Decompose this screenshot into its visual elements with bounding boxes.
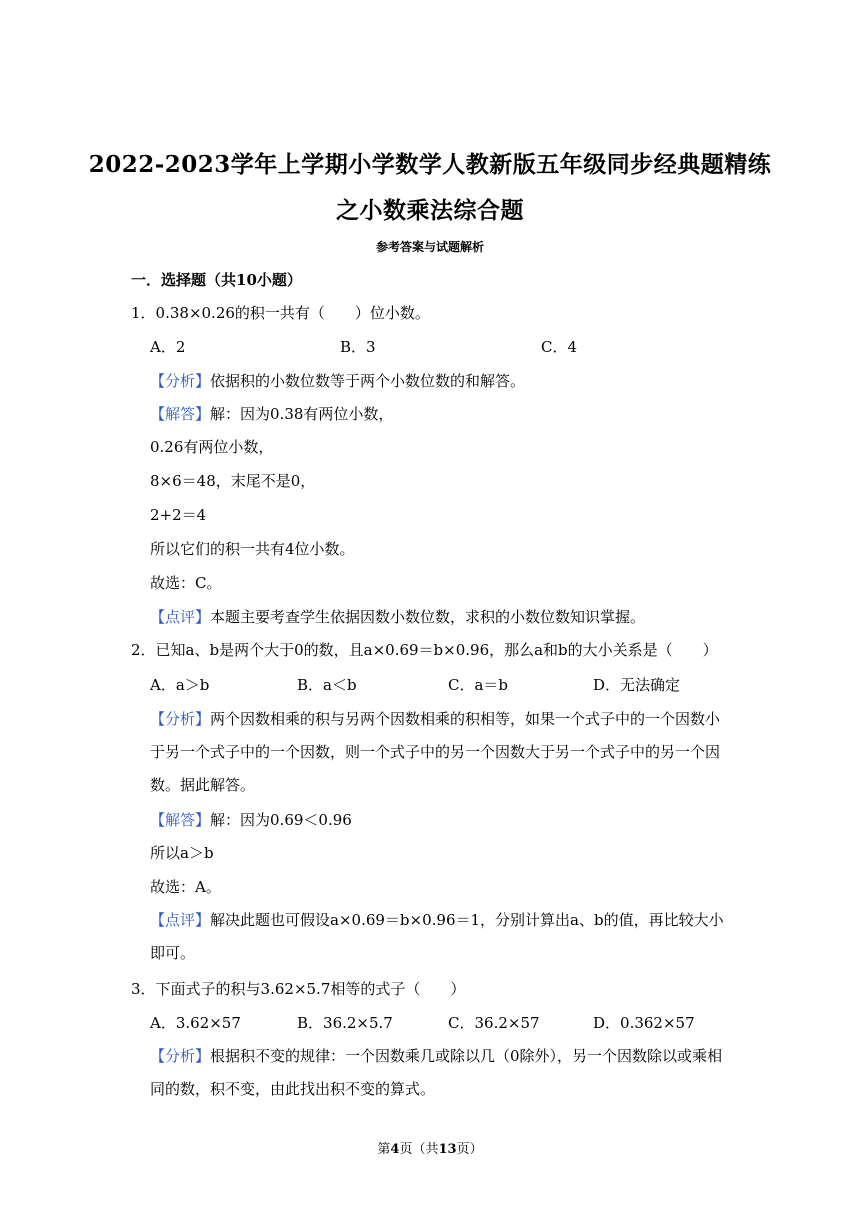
analysis-tag: 【分析】 [150, 710, 211, 728]
question-3-stem: 3．下面式子的积与3.62×5.7相等的式子（ ） [131, 980, 466, 998]
footer-total-pages: 13 [438, 1142, 457, 1157]
q2-comment-text: 解决此题也可假设a×0.69＝b×0.96＝1，分别计算出a、b的值，再比较大小即可。 [150, 911, 724, 962]
q2-comment [150, 904, 730, 970]
answer-tag: 【解答】 [150, 405, 211, 423]
analysis-tag: 【分析】 [150, 372, 211, 390]
q3-option-d: D．0.362×57 [593, 1014, 695, 1032]
footer-pre: 第 [377, 1142, 391, 1157]
question-1-stem: 1．0.38×0.26的积一共有（ ）位小数。 [131, 304, 430, 322]
q1-answer-line-3: 8×6＝48，末尾不是0， [150, 472, 316, 490]
q2-answer-line-1: 解：因为0.69＜0.96 [210, 811, 352, 829]
q1-answer-line-5: 所以它们的积一共有4位小数。 [150, 540, 355, 558]
footer-page-number: 4 [390, 1142, 400, 1157]
q2-answer-line-2: 所以a＞b [150, 844, 214, 862]
q3-analysis [150, 1040, 730, 1106]
footer-mid: 页（共 [399, 1142, 439, 1157]
analysis-tag: 【分析】 [150, 1047, 211, 1065]
q1-answer-line-1: 解：因为0.38有两位小数， [210, 405, 394, 423]
q1-analysis [150, 371, 525, 391]
q3-option-b: B．36.2×5.7 [297, 1014, 393, 1032]
q1-answer-line-4: 2+2＝4 [150, 506, 207, 524]
q1-analysis-text: 依据积的小数位数等于两个小数位数的和解答。 [210, 372, 526, 390]
q3-option-a: A．3.62×57 [150, 1014, 241, 1032]
section-heading: 一．选择题（共10小题） [131, 271, 302, 289]
comment-tag: 【点评】 [150, 608, 211, 626]
document-title-line1: 2022-2023学年上学期小学数学人教新版五年级同步经典题精练 [88, 151, 772, 178]
comment-tag: 【点评】 [150, 911, 211, 929]
q2-analysis-text: 两个因数相乘的积与另两个因数相乘的积相等，如果一个式子中的一个因数小于另一个式子中的一个因数，则一个式子中的另一个因数大于另一个式子中的另一个因数。据此解答。 [150, 710, 721, 794]
q1-comment [150, 607, 645, 627]
q2-option-d: D．无法确定 [593, 676, 681, 694]
q3-analysis-text: 根据积不变的规律：一个因数乘几或除以几（0除外），另一个因数除以或乘相同的数，积不变，由此找出积不变的算式。 [150, 1047, 723, 1098]
page-footer [0, 1138, 860, 1157]
q2-option-c: C．a＝b [448, 676, 509, 694]
q1-option-c: C．4 [541, 338, 578, 356]
q1-comment-text: 本题主要考查学生依据因数小数位数，求积的小数位数知识掌握。 [210, 608, 646, 626]
q2-analysis [150, 703, 730, 802]
q1-answer-line-6: 故选：C。 [150, 574, 222, 592]
q2-answer [150, 810, 352, 830]
q2-option-b: B．a＜b [297, 676, 357, 694]
q1-option-a: A．2 [150, 338, 186, 356]
q2-answer-line-3: 故选：A。 [150, 878, 221, 896]
document-title-line2: 之小数乘法综合题 [336, 197, 524, 224]
question-2-stem: 2．已知a、b是两个大于0的数，且a×0.69＝b×0.96，那么a和b的大小关系是（ ） [131, 641, 718, 659]
q1-answer [150, 404, 393, 424]
document-subtitle: 参考答案与试题解析 [375, 240, 484, 254]
answer-tag: 【解答】 [150, 811, 211, 829]
q3-option-c: C．36.2×57 [448, 1014, 540, 1032]
q2-option-a: A．a＞b [150, 676, 210, 694]
footer-post: 页） [456, 1142, 483, 1157]
q1-answer-line-2: 0.26有两位小数， [150, 438, 274, 456]
q1-option-b: B．3 [340, 338, 376, 356]
